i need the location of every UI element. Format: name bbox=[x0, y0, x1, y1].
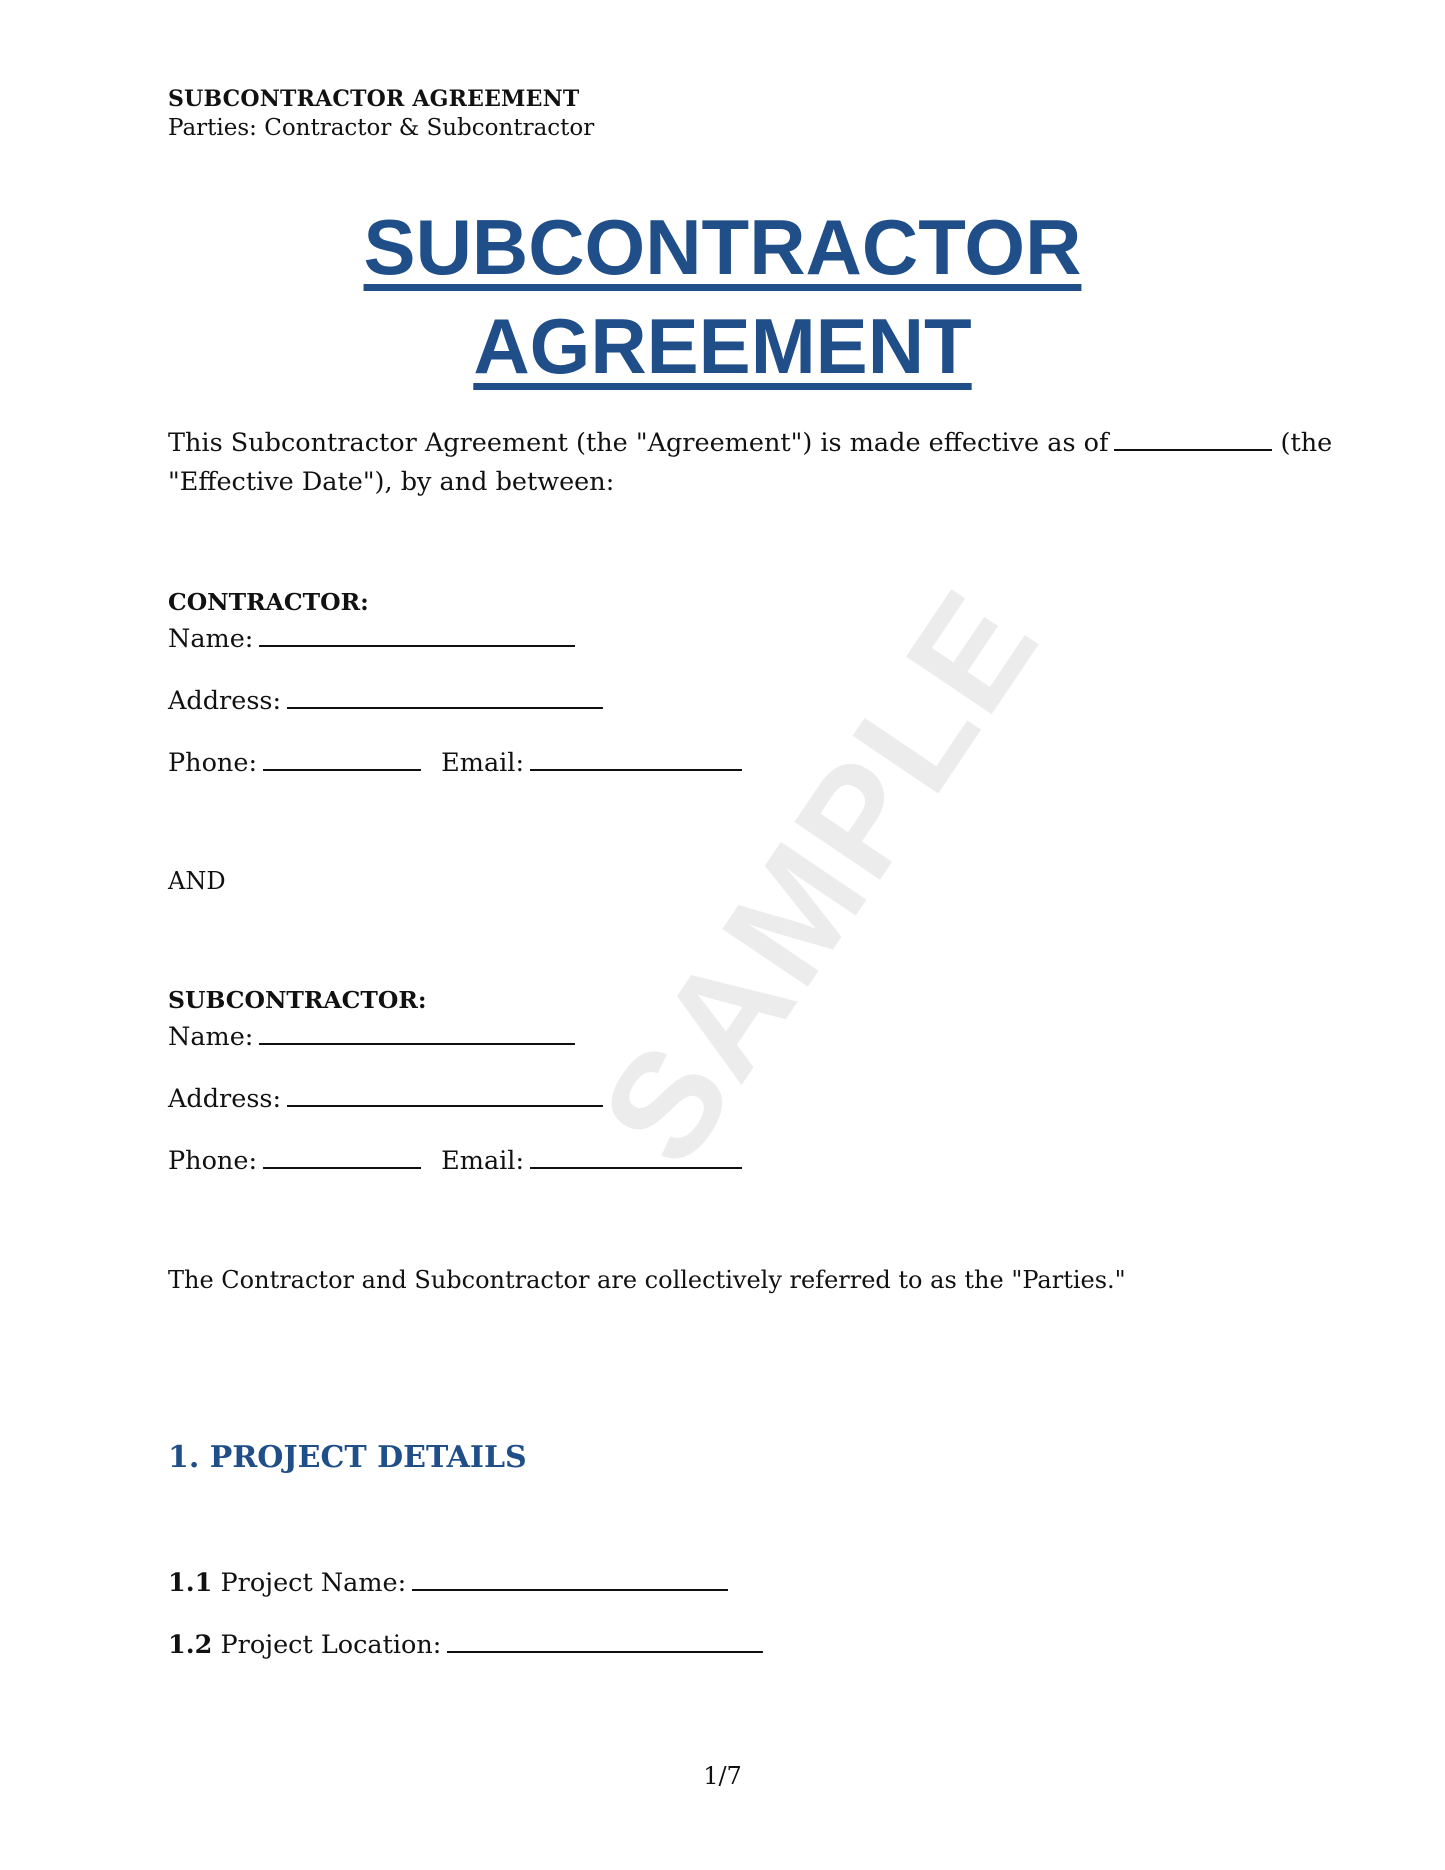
header-title: SUBCONTRACTOR AGREEMENT bbox=[168, 86, 580, 112]
contractor-email-label: Email: bbox=[441, 748, 525, 778]
subcontractor-contact-row bbox=[168, 1146, 742, 1176]
intro-after-blank: (the bbox=[1280, 428, 1333, 458]
section-heading-project-details: 1. PROJECT DETAILS bbox=[168, 1440, 527, 1475]
parties-statement: The Contractor and Subcontractor are collectively referred to as the "Parties." bbox=[168, 1266, 1126, 1294]
subcontractor-name-row bbox=[168, 1022, 575, 1052]
contractor-phone-label: Phone: bbox=[168, 748, 258, 778]
subcontractor-address-field[interactable] bbox=[287, 1104, 603, 1107]
project-name-field[interactable] bbox=[412, 1588, 728, 1591]
watermark: SAMPLE bbox=[568, 560, 1071, 1193]
contractor-email-field[interactable] bbox=[530, 768, 742, 771]
clause-number: 1.1 bbox=[168, 1568, 213, 1598]
document-title-line2: AGREEMENT bbox=[473, 302, 972, 390]
contractor-address-label: Address: bbox=[168, 686, 282, 716]
intro-text: This Subcontractor Agreement (the "Agreement") is made effective as of bbox=[168, 428, 1109, 458]
project-name-row bbox=[168, 1568, 728, 1598]
contractor-name-field[interactable] bbox=[259, 644, 575, 647]
contractor-address-row bbox=[168, 686, 603, 716]
and-separator: AND bbox=[168, 867, 226, 895]
contractor-address-field[interactable] bbox=[287, 706, 603, 709]
project-name-label: Project Name: bbox=[220, 1568, 407, 1598]
intro-line2: "Effective Date"), by and between: bbox=[168, 467, 615, 497]
contractor-heading: CONTRACTOR: bbox=[168, 588, 369, 616]
contractor-name-row bbox=[168, 624, 575, 654]
project-location-row bbox=[168, 1630, 763, 1660]
effective-date-blank[interactable] bbox=[1114, 448, 1272, 451]
subcontractor-address-label: Address: bbox=[168, 1084, 282, 1114]
page-number: 1/7 bbox=[703, 1762, 742, 1790]
contractor-contact-row bbox=[168, 748, 742, 778]
subcontractor-phone-field[interactable] bbox=[263, 1166, 421, 1169]
project-location-field[interactable] bbox=[447, 1650, 763, 1653]
document-title-line1: SUBCONTRACTOR bbox=[363, 203, 1082, 291]
clause-number: 1.2 bbox=[168, 1630, 213, 1660]
header-subtitle: Parties: Contractor & Subcontractor bbox=[168, 115, 595, 141]
contractor-phone-field[interactable] bbox=[263, 768, 421, 771]
subcontractor-name-field[interactable] bbox=[259, 1042, 575, 1045]
contractor-name-label: Name: bbox=[168, 624, 254, 654]
subcontractor-phone-label: Phone: bbox=[168, 1146, 258, 1176]
intro-line1 bbox=[168, 428, 1332, 458]
subcontractor-address-row bbox=[168, 1084, 603, 1114]
subcontractor-name-label: Name: bbox=[168, 1022, 254, 1052]
subcontractor-heading: SUBCONTRACTOR: bbox=[168, 986, 427, 1014]
subcontractor-email-field[interactable] bbox=[530, 1166, 742, 1169]
subcontractor-email-label: Email: bbox=[441, 1146, 525, 1176]
project-location-label: Project Location: bbox=[220, 1630, 442, 1660]
